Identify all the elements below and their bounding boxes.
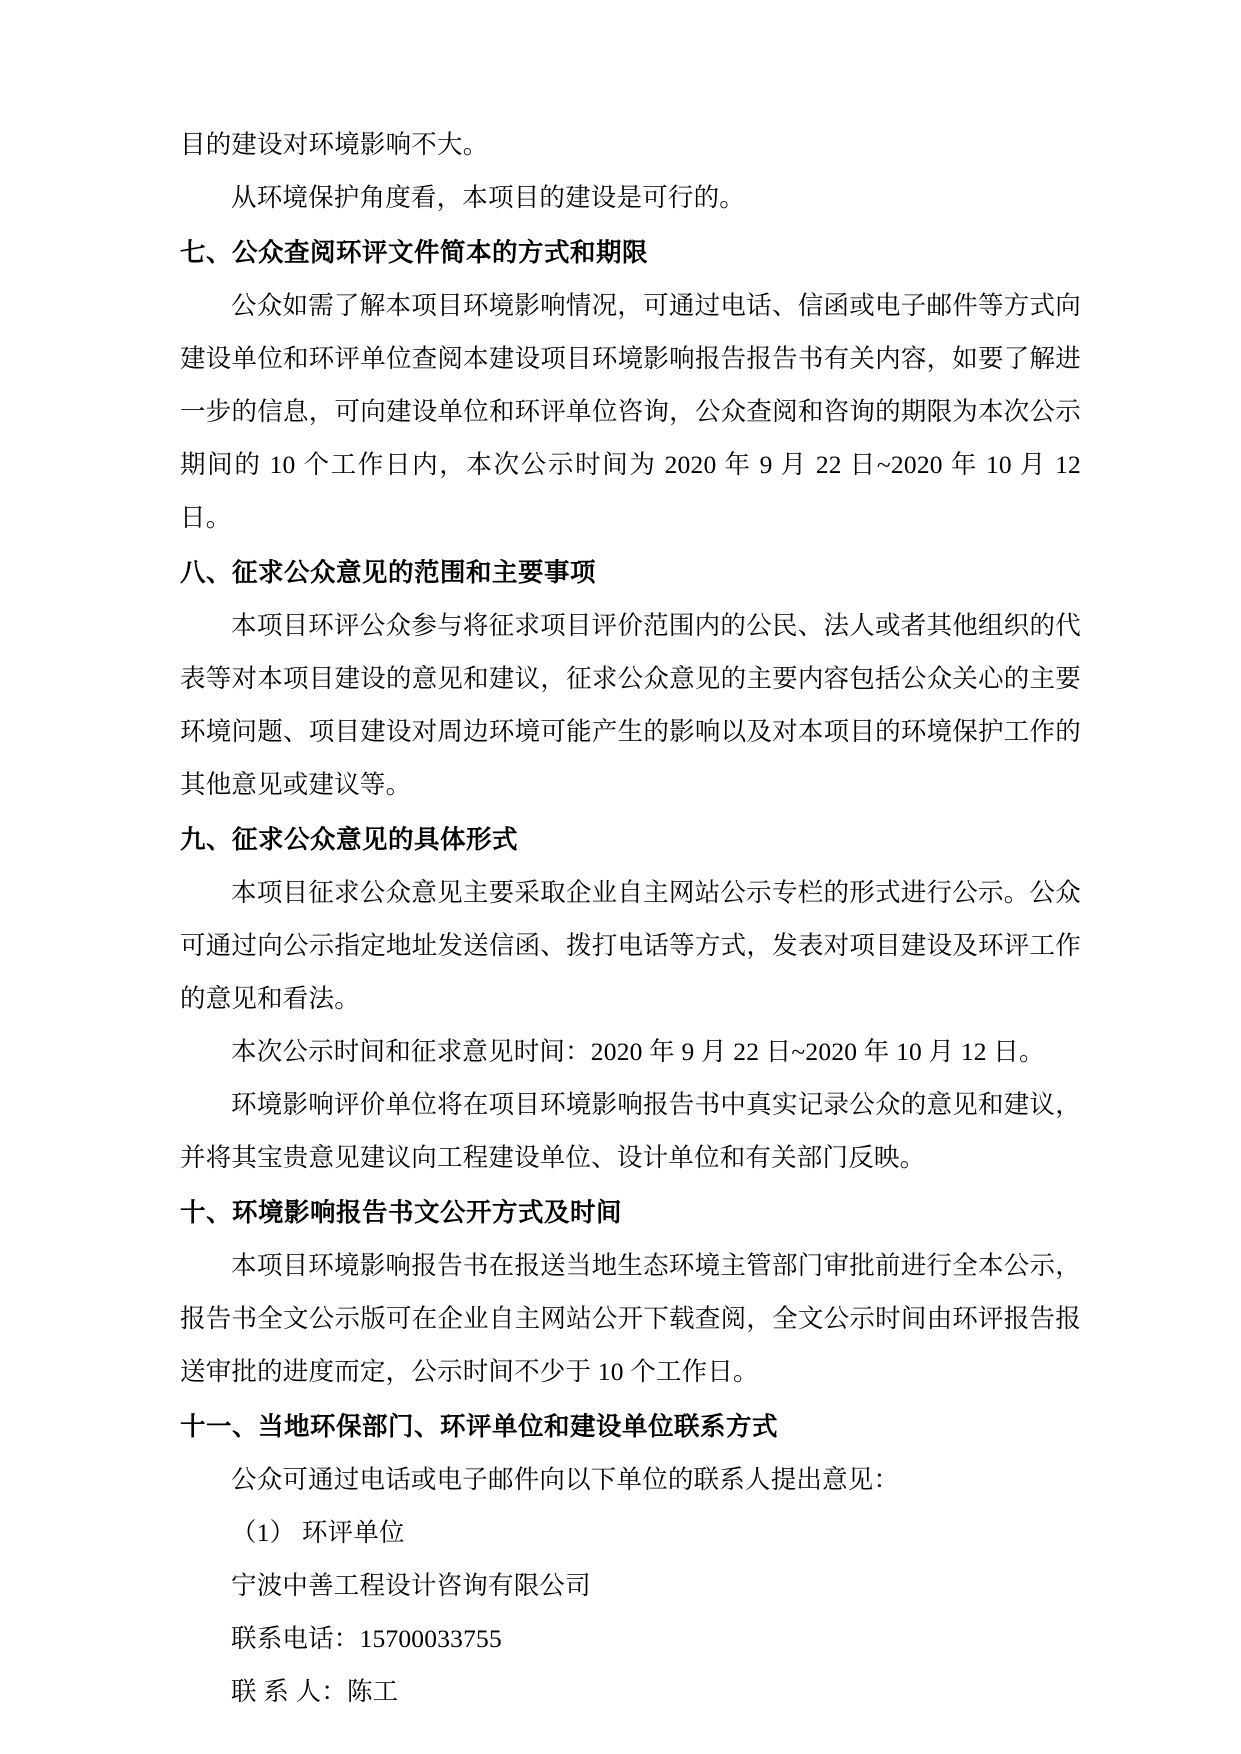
section-heading: 十、环境影响报告书文公开方式及时间 <box>180 1198 623 1227</box>
section-heading: 八、征求公众意见的范围和主要事项 <box>180 558 597 587</box>
body-paragraph: 从环境保护角度看，本项目的建设是可行的。 <box>231 183 746 212</box>
body-paragraph: 宁波中善工程设计咨询有限公司 <box>231 1571 591 1600</box>
body-paragraph: 公众可通过电话或电子邮件向以下单位的联系人提出意见： <box>231 1465 900 1494</box>
body-paragraph: 目的建设对环境影响不大。 <box>180 130 489 159</box>
section-heading: 九、征求公众意见的具体形式 <box>180 825 519 854</box>
body-paragraph: 本次公示时间和征求意见时间：2020 年 9 月 22 日~2020 年 10 月 12 日。 <box>231 1037 1045 1066</box>
document-body <box>180 118 1081 1718</box>
section-heading: 十一、当地环保部门、环评单位和建设单位联系方式 <box>180 1412 779 1441</box>
body-paragraph: 本项目环评公众参与将征求项目评价范围内的公民、法人或者其他组织的代表等对本项目建设的意见和建议，征求公众意见的主要内容包括公众关心的主要环境问题、项目建设对周边环境可能产生的影响以及对本项目的环境保护工作的其他意见或建议等。 <box>180 611 1081 799</box>
body-paragraph: 本项目环境影响报告书在报送当地生态环境主管部门审批前进行全本公示，报告书全文公示版可在企业自主网站公开下载查阅，全文公示时间由环评报告报送审批的进度而定，公示时间不少于 10 个工作日。 <box>180 1251 1081 1386</box>
body-paragraph: 环境影响评价单位将在项目环境影响报告书中真实记录公众的意见和建议，并将其宝贵意见建议向工程建设单位、设计单位和有关部门反映。 <box>180 1090 1081 1172</box>
section-heading: 七、公众查阅环评文件简本的方式和期限 <box>180 238 649 267</box>
body-paragraph: 联系电话：15700033755 <box>231 1624 502 1653</box>
body-paragraph: 公众如需了解本项目环境影响情况，可通过电话、信函或电子邮件等方式向建设单位和环评单位查阅本建设项目环境影响报告报告书有关内容，如要了解进一步的信息，可向建设单位和环评单位咨询，公众查阅和咨询的期限为本次公示期间的 10 个工作日内，本次公示时间为 2020 年 9 月 22 日~2020 年 10 月 12 日。 <box>180 291 1081 532</box>
body-paragraph: 联 系 人：陈工 <box>231 1677 399 1706</box>
body-paragraph: 本项目征求公众意见主要采取企业自主网站公示专栏的形式进行公示。公众可通过向公示指定地址发送信函、拨打电话等方式，发表对项目建设及环评工作的意见和看法。 <box>180 878 1081 1013</box>
body-paragraph: （1） 环评单位 <box>231 1518 405 1547</box>
